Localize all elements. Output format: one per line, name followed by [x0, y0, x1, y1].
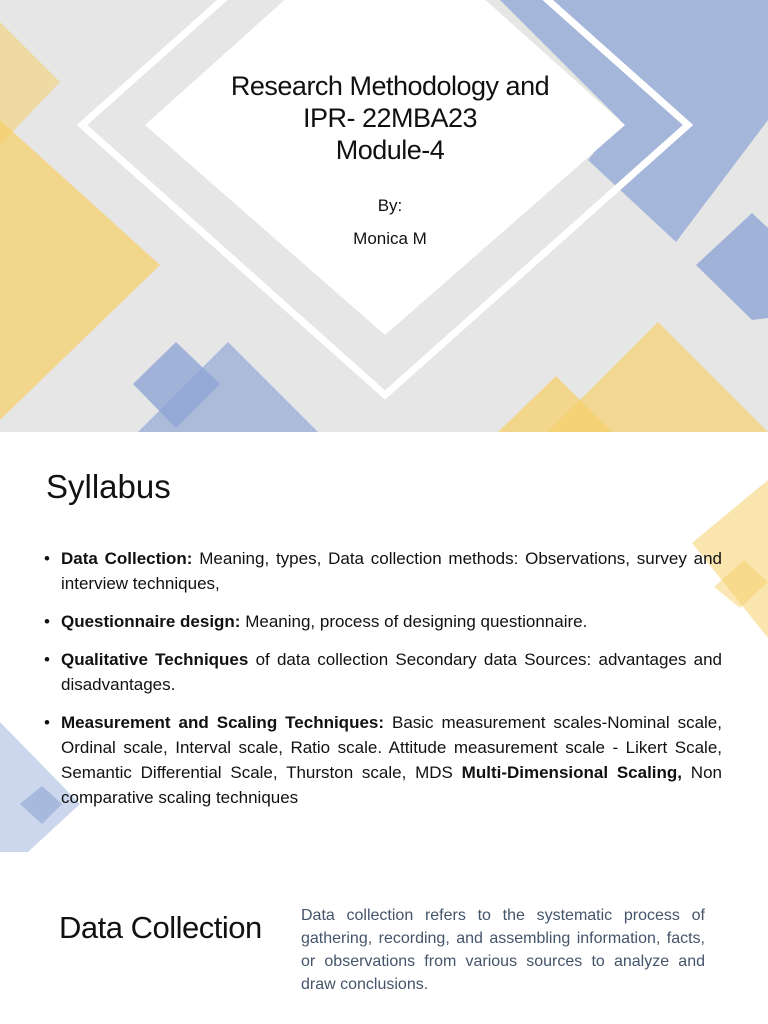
syllabus-title: Syllabus [46, 468, 171, 505]
item-heading: Questionnaire design: [61, 612, 241, 631]
title-line-2: IPR- 22MBA23 [302, 103, 478, 133]
item-text: Basic measurement scales-Nominal scale, Ordinal scale, Interval scale, Ratio scale. Attitude measurement scale - Likert Scale, Semantic Differential Scale, Thurston scale, MDS [61, 713, 722, 782]
syllabus-slide [0, 432, 768, 852]
bullet: • [44, 612, 50, 631]
data-collection-slide [0, 852, 768, 1024]
list-item [44, 609, 722, 634]
item-heading: Qualitative Techniques [61, 650, 249, 669]
author-name: Monica M [353, 229, 427, 248]
list-item [44, 710, 722, 810]
item-text: Meaning, types, Data collection methods: Observations, survey and interview techniques, [61, 549, 722, 593]
item-text: of data collection Secondary data Sources: advantages and disadvantages. [61, 650, 722, 694]
data-collection-description: Data collection refers to the systematic process of gathering, recording, and assembling information, facts, or observations from various sources to analyze and draw conclusions. [301, 907, 705, 993]
list-item [44, 647, 722, 697]
title-line-3: Module-4 [335, 135, 445, 165]
yellow-triangle-bottom-b [548, 322, 768, 432]
yellow-triangle-left [0, 120, 160, 420]
item-text: Meaning, process of designing questionnaire. [240, 612, 588, 631]
bullet: • [44, 713, 50, 732]
blue-diamond-right [696, 213, 768, 320]
list-item [44, 546, 722, 596]
item-heading: Data Collection: [61, 549, 193, 568]
item-text-secondary: Non comparative scaling techniques [61, 763, 722, 807]
syllabus-list [44, 546, 722, 823]
item-heading-secondary: Multi-Dimensional Scaling, [461, 763, 683, 782]
presentation-title [190, 70, 590, 166]
title-slide-background [0, 0, 768, 432]
bullet: • [44, 650, 50, 669]
title-line-1: Research Methodology and [230, 71, 550, 101]
title-slide [0, 0, 768, 432]
yellow-diamond-top-left [0, 22, 60, 145]
by-label: By: [377, 196, 403, 215]
item-heading: Measurement and Scaling Techniques: [61, 713, 385, 732]
data-collection-title: Data Collection [59, 910, 262, 945]
bullet: • [44, 549, 50, 568]
